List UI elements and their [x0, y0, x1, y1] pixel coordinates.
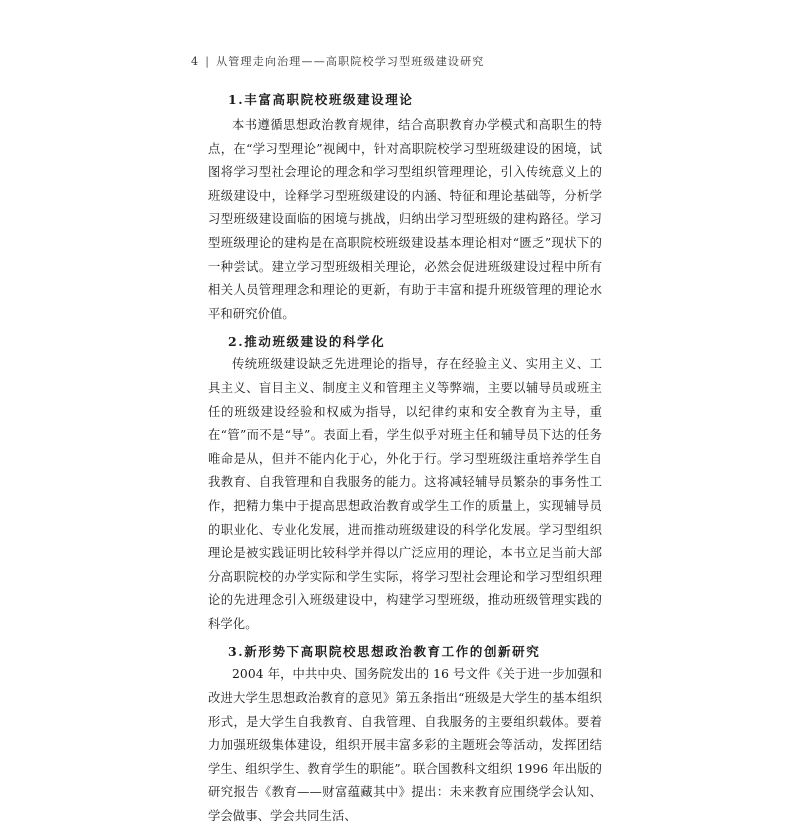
- running-header: [191, 53, 485, 69]
- section-paragraph-3: 2004 年，中共中央、国务院发出的 16 号文件《关于进一步加强和改进大学生思想政治教育的意见》第五条指出“班级是大学生的基本组织形式，是大学生自我教育、自我管理、自我服务的主要组织载体。要着力加强班级集体建设，组织开展丰富多彩的主题班会等活动，发挥团结学生、组织学生、教育学生的职能”。联合国教科文组织 1996 年出版的研究报告《教育——财富蕴藏其中》提出：未来教育应围绕学会认知、学会做事、学会共同生活、: [208, 667, 602, 824]
- page-number: 4: [191, 55, 200, 68]
- page-body: [208, 88, 602, 833]
- section-paragraph-1: 本书遵循思想政治教育规律，结合高职教育办学模式和高职生的特点，在“学习型理论”视阈中，针对高职院校学习型班级建设的困境，试图将学习型社会理论的理念和学习型组织管理理论，引入传统意义上的班级建设中，诠释学习型班级建设的内涵、特征和理论基础等，分析学习型班级建设面临的困境与挑战，归纳出学习型班级的建构路径。学习型班级理论的建构是在高职院校班级建设基本理论相对“匮乏”现状下的一种尝试。建立学习型班级相关理论，必然会促进班级建设过程中所有相关人员管理理念和理论的更新，有助于丰富和提升班级管理的理论水平和研究价值。: [208, 118, 602, 321]
- running-title: 从管理走向治理——高职院校学习型班级建设研究: [216, 55, 485, 68]
- section-heading-3: 3.新形势下高职院校思想政治教育工作的创新研究: [228, 644, 541, 660]
- section-heading-1: 1.丰富高职院校班级建设理论: [228, 92, 414, 107]
- header-separator: |: [205, 55, 211, 68]
- section-paragraph-2: 传统班级建设缺乏先进理论的指导，存在经验主义、实用主义、工具主义、盲目主义、制度主义和管理主义等弊端，主要以辅导员或班主任的班级建设经验和权威为指导，以纪律约束和安全教育为主导，重在“管”而不是“导”。表面上看，学生似乎对班主任和辅导员下达的任务唯命是从，但并不能内化于心，外化于行。学习型班级注重培养学生自我教育、自我管理和自我服务的能力。这将减轻辅导员繁杂的事务性工作，把精力集中于提高思想政治教育或学生工作的质量上，实现辅导员的职业化、专业化发展，进而推动班级建设的科学化发展。学习型组织理论是被实践证明比较科学并得以广泛应用的理论，本书立足当前大部分高职院校的办学实际和学生实际，将学习型社会理论和学习型组织理论的先进理念引入班级建设中，构建学习型班级，推动班级管理实践的科学化。: [208, 357, 602, 631]
- section-heading-2: 2.推动班级建设的科学化: [228, 334, 386, 350]
